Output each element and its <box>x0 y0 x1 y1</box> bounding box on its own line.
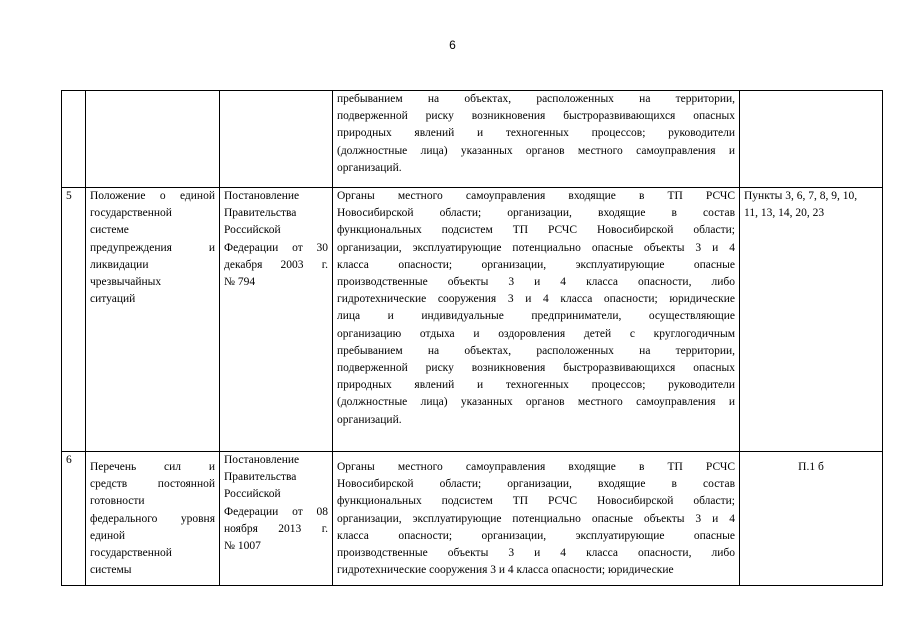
page-number: 6 <box>449 38 456 52</box>
subjects-text-line: пребыванием на объектах, расположенных на территории, <box>337 93 735 105</box>
regulations-table <box>61 90 883 586</box>
subjects-text-line: гидротехнические сооружения 3 и 4 класса опасности; юридические <box>337 564 674 577</box>
legal-act-cell <box>220 91 333 188</box>
document-name-line: средств постоянной <box>90 478 215 491</box>
document-name-line: федерального уровня <box>90 512 215 525</box>
subjects-text-line: класса опасности; организации, эксплуатирующие опасные <box>337 258 735 271</box>
document-name-cell <box>86 188 220 452</box>
document-name-line: единой <box>90 529 126 542</box>
table-row <box>62 452 883 586</box>
subjects-text-line: Органы местного самоуправления входящие в ТП РСЧС <box>337 190 735 202</box>
subjects-text-line: подверженной риску возникновения быстроразвивающихся опасных <box>337 110 735 123</box>
row-number-cell: 5 <box>62 188 86 452</box>
subjects-cell <box>333 91 740 188</box>
document-name-line: системы <box>90 564 132 577</box>
document-name-line: Положение о единой <box>90 190 215 202</box>
legal-act-line: декабря 2003 г. <box>224 258 328 271</box>
subjects-text-line: природных явлений и техногенных процессов; руководители <box>337 127 735 140</box>
legal-act-line: № 794 <box>224 276 256 289</box>
legal-act-line: ноября 2013 г. <box>224 522 328 535</box>
subjects-text-line: функциональных подсистем ТП РСЧС Новосибирской области; <box>337 224 735 237</box>
subjects-cell <box>333 188 740 452</box>
subjects-text-line: производственные объекты 3 и 4 класса опасности, либо <box>337 547 735 560</box>
legal-act-line: Российской <box>224 224 281 237</box>
legal-act-line: Правительства <box>224 207 297 220</box>
document-name-line: государственной <box>90 547 172 560</box>
subjects-text-line: (должностные лица) указанных органов местного самоуправления и <box>337 396 735 409</box>
document-name-cell <box>86 452 220 586</box>
legal-act-cell <box>220 188 333 452</box>
legal-act-line: Правительства <box>224 471 297 484</box>
table-row <box>62 188 883 452</box>
document-name-cell <box>86 91 220 188</box>
subjects-text-line: пребыванием на объектах, расположенных на территории, <box>337 344 735 357</box>
subjects-cell <box>333 452 740 586</box>
row-number-cell <box>62 91 86 188</box>
points-cell <box>740 452 883 586</box>
subjects-text-line: Новосибирской области; организации, входящие в состав <box>337 207 735 220</box>
legal-act-line: Федерации от 08 <box>224 505 328 518</box>
subjects-text-line: гидротехнические сооружения 3 и 4 класса опасности; юридические <box>337 293 735 306</box>
points-cell <box>740 91 883 188</box>
points-text-line: 11, 13, 14, 20, 23 <box>744 207 825 220</box>
points-cell <box>740 188 883 452</box>
subjects-text-line: организации, эксплуатирующие потенциально опасные объекты 3 и 4 <box>337 512 735 525</box>
subjects-text-line: производственные объекты 3 и 4 класса опасности, либо <box>337 276 735 289</box>
subjects-text-line: класса опасности; организации, эксплуатирующие опасные <box>337 529 735 542</box>
document-name-line: предупреждения и <box>90 241 215 254</box>
subjects-text-line: организаций. <box>337 161 402 174</box>
legal-act-line: Российской <box>224 488 281 501</box>
document-name-line: ситуаций <box>90 293 136 306</box>
subjects-text-line: организации, эксплуатирующие потенциально опасные объекты 3 и 4 <box>337 241 735 254</box>
row-number-cell: 6 <box>62 452 86 586</box>
legal-act-cell <box>220 452 333 586</box>
subjects-text-line: Органы местного самоуправления входящие в ТП РСЧС <box>337 461 735 473</box>
document-name-line: ликвидации <box>90 258 149 271</box>
subjects-text-line: (должностные лица) указанных органов местного самоуправления и <box>337 144 735 157</box>
points-text-line: П.1 б <box>798 461 824 473</box>
subjects-text-line: лица и индивидуальные предприниматели, осуществляющие <box>337 310 735 323</box>
legal-act-line: Постановление <box>224 190 300 202</box>
document-name-line: государственной <box>90 207 172 220</box>
table-row <box>62 91 883 188</box>
document-name-line: чрезвычайных <box>90 276 162 289</box>
legal-act-line: Постановление <box>224 454 300 466</box>
subjects-text-line: организаций. <box>337 413 402 426</box>
document-name-line: Перечень сил и <box>90 461 215 473</box>
subjects-text-line: организацию отдыха и оздоровления детей с круглогодичным <box>337 327 735 340</box>
subjects-text-line: Новосибирской области; организации, входящие в состав <box>337 478 735 491</box>
legal-act-line: Федерации от 30 <box>224 241 328 254</box>
legal-act-line: № 1007 <box>224 540 261 553</box>
points-text-line: Пункты 3, 6, 7, 8, 9, 10, <box>744 190 858 202</box>
subjects-text-line: природных явлений и техногенных процессов; руководители <box>337 379 735 392</box>
subjects-text-line: функциональных подсистем ТП РСЧС Новосибирской области; <box>337 495 735 508</box>
subjects-text-line: подверженной риску возникновения быстроразвивающихся опасных <box>337 362 735 375</box>
document-name-line: готовности <box>90 495 145 508</box>
document-name-line: системе <box>90 224 129 237</box>
